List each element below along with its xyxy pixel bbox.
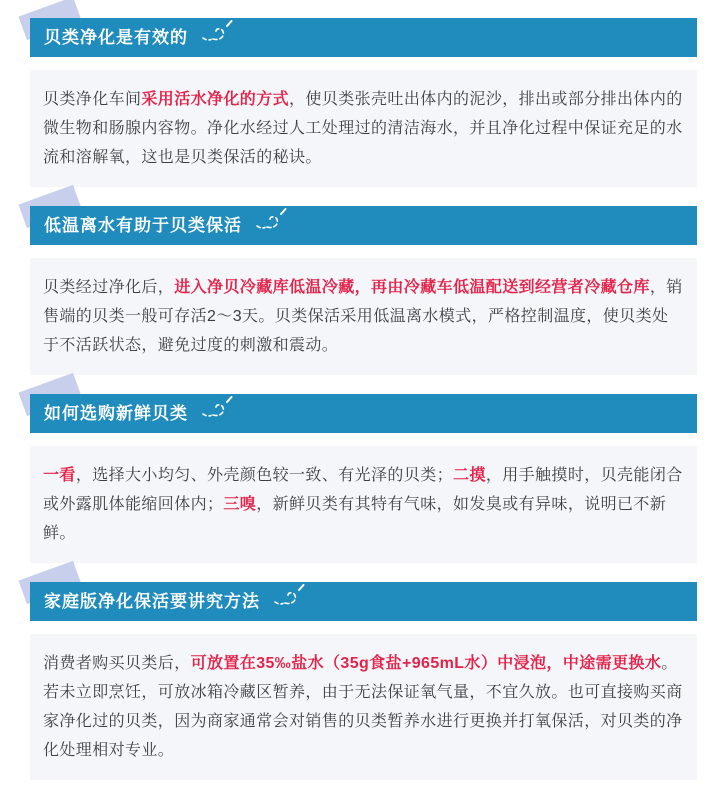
body-text: 贝类经过净化后， [43,279,175,296]
section-paragraph [30,634,697,780]
body-text: ，用手触摸时，贝壳能闭合或外露肌体能缩回体内； [43,467,683,513]
highlight-text: 可放置在35‰盐水（35g食盐+965mL水）中浸泡，中途需更换水 [190,655,662,672]
article [30,18,697,799]
section-title: 低温离水有助于贝类保活 [44,216,242,235]
highlight-text: 进入净贝冷藏库低温冷藏，再由冷藏车低温配送到经营者冷藏仓库 [174,279,650,296]
section-paragraph [30,258,697,375]
body-text: 贝类净化车间 [43,91,142,108]
body-text: ，销售端的贝类一般可存活2～3天。贝类保活采用低温离水模式，严格控制温度，使贝类处于不活跃状态，避免过度的刺激和震动。 [43,279,683,354]
section [30,582,697,780]
section-title: 贝类净化是有效的 [44,28,188,47]
swirl-doodle-icon [274,584,306,610]
body-text: ，新鲜贝类有其特有气味，如发臭或有异味，说明已不新鲜。 [43,496,667,542]
body-text: 。若未立即烹饪，可放冰箱冷藏区暂养，由于无法保证氧气量，不宜久放。也可直接购买商家净化过的贝类，因为商家通常会对销售的贝类暂养水进行更换并打氧保活，对贝类的净化处理相对专业。 [43,655,683,759]
swirl-doodle-icon [202,396,234,422]
swirl-doodle-icon [202,20,234,46]
body-text: 消费者购买贝类后， [43,655,191,672]
section-header [30,18,697,57]
section-header [30,394,697,433]
highlight-text: 二摸 [453,467,486,484]
section-title: 如何选购新鲜贝类 [44,404,188,423]
section [30,394,697,563]
swirl-doodle-icon [256,208,288,234]
section-paragraph [30,70,697,187]
highlight-text: 三嗅 [223,496,257,513]
section [30,18,697,187]
section-header [30,206,697,245]
body-text: ，使贝类张壳吐出体内的泥沙，排出或部分排出体内的微生物和肠腺内容物。净化水经过人工处理过的清洁海水，并且净化过程中保证充足的水流和溶解氧，这也是贝类保活的秘诀。 [43,91,683,166]
highlight-text: 采用活水净化的方式 [141,91,290,108]
section [30,206,697,375]
body-text: ，选择大小均匀、外壳颜色较一致、有光泽的贝类； [75,467,454,484]
section-header [30,582,697,621]
section-paragraph [30,446,697,563]
highlight-text: 一看 [43,467,76,484]
section-title: 家庭版净化保活要讲究方法 [44,592,260,611]
